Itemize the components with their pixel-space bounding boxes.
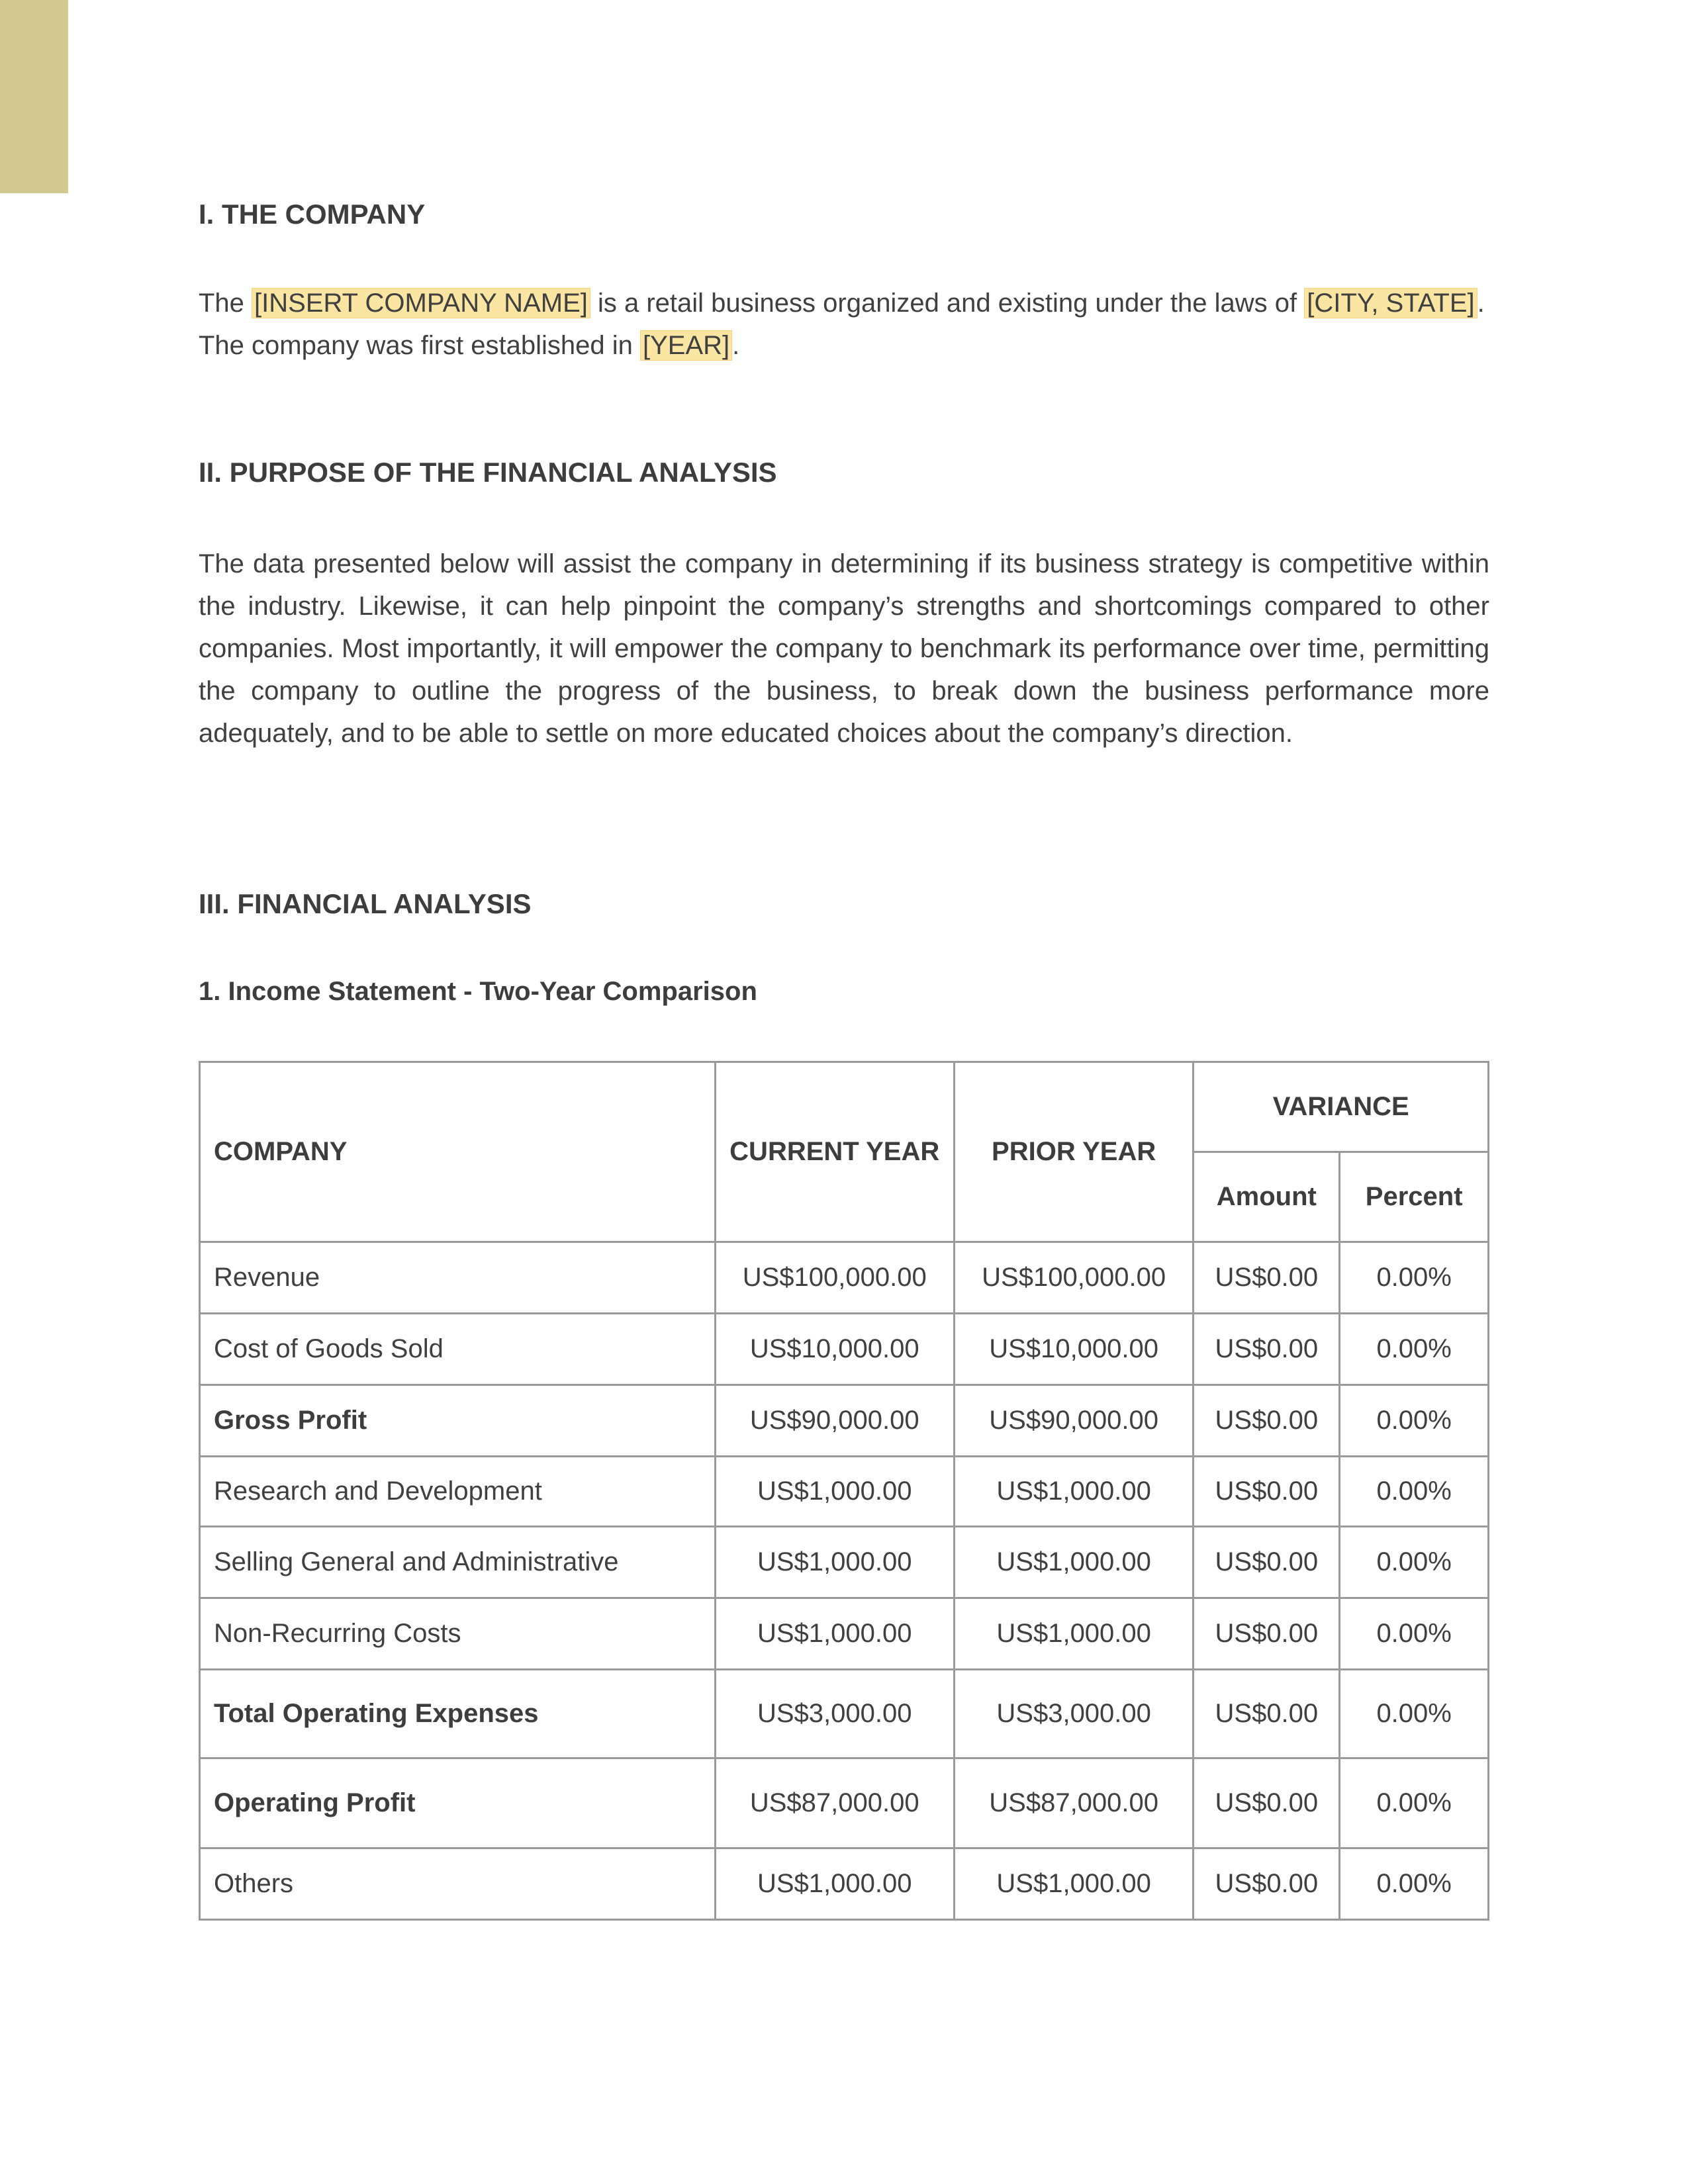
current-year-value: US$10,000.00 bbox=[715, 1314, 954, 1385]
table-row bbox=[200, 1314, 1489, 1385]
company-text-prefix: The bbox=[199, 289, 252, 318]
company-name-placeholder[interactable]: [INSERT COMPANY NAME] bbox=[252, 288, 590, 318]
variance-amount-value: US$0.00 bbox=[1194, 1758, 1340, 1848]
variance-amount-value: US$0.00 bbox=[1194, 1848, 1340, 1920]
section-heading-company: I. THE COMPANY bbox=[199, 199, 426, 230]
variance-percent-value: 0.00% bbox=[1340, 1670, 1489, 1758]
row-label: Revenue bbox=[200, 1242, 716, 1314]
current-year-value: US$100,000.00 bbox=[715, 1242, 954, 1314]
table-row bbox=[200, 1598, 1489, 1670]
income-statement-subheading: 1. Income Statement - Two-Year Comparison bbox=[199, 977, 757, 1006]
variance-amount-value: US$0.00 bbox=[1194, 1670, 1340, 1758]
established-text-prefix: The company was first established in bbox=[199, 331, 640, 360]
header-prior-year: PRIOR YEAR bbox=[954, 1062, 1193, 1242]
row-label: Non-Recurring Costs bbox=[200, 1598, 716, 1670]
prior-year-value: US$3,000.00 bbox=[954, 1670, 1193, 1758]
variance-amount-value: US$0.00 bbox=[1194, 1385, 1340, 1457]
row-label: Gross Profit bbox=[200, 1385, 716, 1457]
section-heading-analysis: III. FINANCIAL ANALYSIS bbox=[199, 888, 532, 919]
prior-year-value: US$87,000.00 bbox=[954, 1758, 1193, 1848]
row-label: Total Operating Expenses bbox=[200, 1670, 716, 1758]
prior-year-value: US$90,000.00 bbox=[954, 1385, 1193, 1457]
table-row bbox=[200, 1527, 1489, 1598]
variance-amount-value: US$0.00 bbox=[1194, 1457, 1340, 1527]
company-text-end: . bbox=[1477, 289, 1485, 318]
table-row bbox=[200, 1457, 1489, 1527]
table-row bbox=[200, 1670, 1489, 1758]
table-body bbox=[200, 1242, 1489, 1920]
current-year-value: US$3,000.00 bbox=[715, 1670, 954, 1758]
prior-year-value: US$10,000.00 bbox=[954, 1314, 1193, 1385]
variance-percent-value: 0.00% bbox=[1340, 1242, 1489, 1314]
company-description bbox=[199, 282, 1489, 367]
prior-year-value: US$100,000.00 bbox=[954, 1242, 1193, 1314]
section-heading-purpose: II. PURPOSE OF THE FINANCIAL ANALYSIS bbox=[199, 457, 777, 488]
row-label: Cost of Goods Sold bbox=[200, 1314, 716, 1385]
table-row bbox=[200, 1242, 1489, 1314]
table-row bbox=[200, 1758, 1489, 1848]
prior-year-value: US$1,000.00 bbox=[954, 1598, 1193, 1670]
header-variance-amount: Amount bbox=[1194, 1152, 1340, 1242]
location-placeholder[interactable]: [CITY, STATE] bbox=[1304, 288, 1477, 318]
variance-percent-value: 0.00% bbox=[1340, 1385, 1489, 1457]
corner-accent-tab bbox=[0, 0, 68, 193]
year-placeholder[interactable]: [YEAR] bbox=[640, 330, 732, 361]
variance-percent-value: 0.00% bbox=[1340, 1758, 1489, 1848]
variance-percent-value: 0.00% bbox=[1340, 1527, 1489, 1598]
current-year-value: US$87,000.00 bbox=[715, 1758, 954, 1848]
header-variance-percent: Percent bbox=[1340, 1152, 1489, 1242]
header-company: COMPANY bbox=[200, 1062, 716, 1242]
prior-year-value: US$1,000.00 bbox=[954, 1527, 1193, 1598]
row-label: Selling General and Administrative bbox=[200, 1527, 716, 1598]
row-label: Others bbox=[200, 1848, 716, 1920]
prior-year-value: US$1,000.00 bbox=[954, 1457, 1193, 1527]
row-label: Research and Development bbox=[200, 1457, 716, 1527]
current-year-value: US$1,000.00 bbox=[715, 1848, 954, 1920]
variance-percent-value: 0.00% bbox=[1340, 1457, 1489, 1527]
row-label: Operating Profit bbox=[200, 1758, 716, 1848]
income-statement-table bbox=[199, 1061, 1489, 1921]
variance-percent-value: 0.00% bbox=[1340, 1598, 1489, 1670]
header-current-year: CURRENT YEAR bbox=[715, 1062, 954, 1242]
variance-amount-value: US$0.00 bbox=[1194, 1242, 1340, 1314]
current-year-value: US$90,000.00 bbox=[715, 1385, 954, 1457]
current-year-value: US$1,000.00 bbox=[715, 1598, 954, 1670]
purpose-body: The data presented below will assist the company in determining if its business strategy is competitive within the industry. Likewise, it can help pinpoint the company’s strengths and shortcomings compared to other companies. Most importantly, it will empower the company to benchmark its performance over time, permitting the company to outline the progress of the business, to break down the business performance more adequately, and to be able to settle on more educated choices about the company’s direction. bbox=[199, 549, 1489, 748]
prior-year-value: US$1,000.00 bbox=[954, 1848, 1193, 1920]
header-variance: VARIANCE bbox=[1194, 1062, 1489, 1152]
established-text-end: . bbox=[732, 331, 740, 360]
table-row bbox=[200, 1385, 1489, 1457]
current-year-value: US$1,000.00 bbox=[715, 1527, 954, 1598]
current-year-value: US$1,000.00 bbox=[715, 1457, 954, 1527]
table-row bbox=[200, 1848, 1489, 1920]
variance-amount-value: US$0.00 bbox=[1194, 1314, 1340, 1385]
variance-percent-value: 0.00% bbox=[1340, 1848, 1489, 1920]
variance-amount-value: US$0.00 bbox=[1194, 1598, 1340, 1670]
variance-percent-value: 0.00% bbox=[1340, 1314, 1489, 1385]
variance-amount-value: US$0.00 bbox=[1194, 1527, 1340, 1598]
company-text-middle: is a retail business organized and existing under the laws of bbox=[590, 289, 1305, 318]
